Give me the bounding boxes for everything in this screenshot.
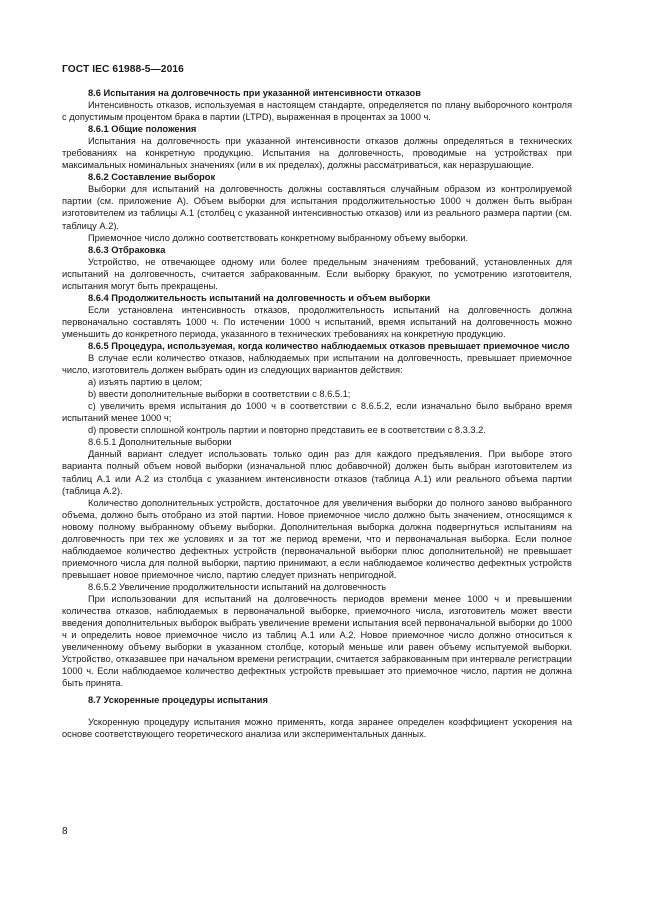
paragraph: Ускоренную процедуру испытания можно применять, когда заранее определен коэффициент ускорения на основе соответствующего теоретического анализа или экспериментальных данных. <box>62 717 572 740</box>
paragraph: Интенсивность отказов, используемая в настоящем стандарте, определяется по плану выборочного контроля с допустимым процентом брака в партии (LTPD), выраженная в процентах за 1000 ч. <box>62 100 572 123</box>
paragraph: Количество дополнительных устройств, достаточное для увеличения выборки до полного заново выбранного объема, должно быть отобрано из этой партии. Новое приемочное число должно быть значением, относящимся к новому полному выбранному объему выборки. Дополнительная выборка должна подвергнуться испытаниям на долговечность при тех же условиях и за тот же период времени, что и первоначальная выборка. Если полное наблюдаемое количество дефектных устройств (первоначальной выборки плюс дополнительной) не превышает приемочного числа для полной выборки, партию принимают, а если наблюдаемое количество дефектных устройств превышает новое приемочное число, партию следует признать непригодной. <box>62 497 572 580</box>
list-item-d: d) провести сплошной контроль партии и повторно представить ее в соответствии с 8.3.3.2. <box>88 425 486 436</box>
paragraph: Выборки для испытаний на долговечность должны составляться случайным образом из контролируемой партии (см. приложение А). Объем выборки для испытания продолжительностью 1000 ч должен быть выбран изготовителем из таблицы А.1 (столбец с указанной интенсивностью отказов) или из реального размера партии (см. таблицу А.2). <box>62 184 572 231</box>
section-heading-8-6-5: 8.6.5 Процедура, используемая, когда количество наблюдаемых отказов превышает приемочное число <box>88 340 570 351</box>
document-body <box>62 87 572 740</box>
list-item-a: a) изъять партию в целом; <box>88 377 203 388</box>
subsection-heading-8-6-5-1: 8.6.5.1 Дополнительные выборки <box>88 437 232 448</box>
paragraph: Устройство, не отвечающее одному или более предельным значениям требований, установленных для испытаний на долговечность, считается забракованным. Если выборку бракуют, по усмотрению изготовителя, испытания могут быть прекращены. <box>62 256 572 291</box>
paragraph: В случае если количество отказов, наблюдаемых при испытании на долговечность, превышает приемочное число, изготовитель должен выбрать один из следующих вариантов действия: <box>62 353 572 376</box>
section-heading-8-6-4: 8.6.4 Продолжительность испытаний на долговечность и объем выборки <box>88 292 431 303</box>
subsection-heading-8-6-5-2: 8.6.5.2 Увеличение продолжительности испытаний на долговечность <box>88 581 387 592</box>
page-number: 8 <box>62 826 68 837</box>
section-heading-8-6-1: 8.6.1 Общие положения <box>88 124 197 135</box>
paragraph: Приемочное число должно соответствовать конкретному выбранному объему выборки. <box>88 232 469 243</box>
document-header: ГОСТ IEC 61988-5—2016 <box>62 64 184 75</box>
list-item-b: b) ввести дополнительные выборки в соответствии с 8.6.5.1; <box>88 389 351 400</box>
paragraph: Данный вариант следует использовать только один раз для каждого предъявления. При выборе этого варианта полный объем новой выборки (изначальной плюс добавочной) должен быть выбран изготовителем из таблиц А.1 или А.2 из столбца с указанием интенсивности отказов (таблица А.1) или реального объема партии (таблица А.2). <box>62 449 572 496</box>
paragraph: Испытания на долговечность при указанной интенсивности отказов должны определяться в технических требованиях на конкретную продукцию. Испытания на долговечность, проводимые на устройствах при максимальных номинальных значениях (или в их пределах), должны рассматриваться, как неразрушающие. <box>62 136 572 171</box>
section-heading-8-6-3: 8.6.3 Отбраковка <box>88 244 166 255</box>
section-heading-8-6: 8.6 Испытания на долговечность при указанной интенсивности отказов <box>88 88 421 98</box>
paragraph: При использовании для испытаний на долговечность периодов времени менее 1000 ч и превышении количества отказов, наблюдаемых в первоначальной выборке, приемочного числа, изготовитель может ввести введения дополнительных выборок выбрать увеличение времени испытания всей первоначальной выборки до 1000 ч и определить новое приемочное число из таблиц А.1 или А.2. Новое приемочное число должно относиться к увеличенному объему выборки в указанном столбце, который меньше или равен объему испытуемой выборки. Устройство, отказавшее при начальном времени регистрации, считается забракованным при интервале регистрации 1000 ч. Если наблюдаемое количество дефектных устройств превышает это приемочное число, партия не должна быть принята. <box>62 593 572 689</box>
paragraph: Если установлена интенсивность отказов, продолжительность испытаний на долговечность должна первоначально составлять 1000 ч. По истечении 1000 ч испытаний, время испытаний на долговечность можно уменьшить до конкретного периода, указанного в технических требованиях на конкретную продукцию. <box>62 304 572 339</box>
section-heading-8-6-2: 8.6.2 Составление выборок <box>88 172 216 183</box>
section-heading-8-7: 8.7 Ускоренные процедуры испытания <box>88 695 268 706</box>
list-item-c: c) увеличить время испытания до 1000 ч в соответствии с 8.6.5.2, если изначально было выбрано время испытаний менее 1000 ч; <box>62 401 572 424</box>
